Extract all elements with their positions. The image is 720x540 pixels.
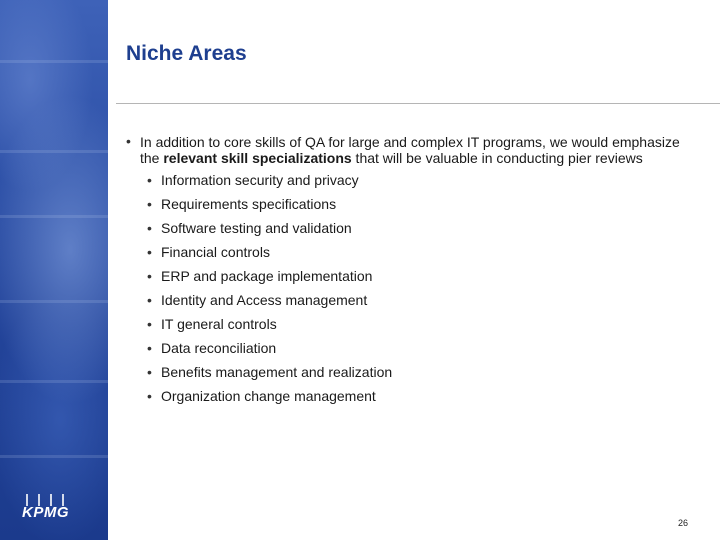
main-bullet-item [126,134,686,166]
bullet-icon: • [147,388,152,404]
decorative-side-band [0,0,108,540]
sub-bullet-text: ERP and package implementation [161,268,373,284]
slide-content [126,134,686,408]
main-bullet-text-after: that will be valuable in conducting pier reviews [351,150,643,166]
sub-bullet-list [126,168,686,408]
kpmg-logo [22,494,82,524]
sub-bullet-text: Organization change management [161,388,376,404]
bullet-icon: • [126,133,131,149]
sub-bullet-item [147,240,686,264]
sub-bullet-text: Financial controls [161,244,270,260]
bullet-icon: • [147,268,152,284]
sub-bullet-item [147,216,686,240]
slide-title: Niche Areas [126,42,247,65]
bullet-icon: • [147,244,152,260]
sub-bullet-text: Software testing and validation [161,220,352,236]
sub-bullet-item [147,360,686,384]
band-streak [0,215,108,218]
bullet-icon: • [147,196,152,212]
logo-text: KPMG [22,504,69,521]
sub-bullet-item [147,312,686,336]
band-streak [0,300,108,303]
sub-bullet-text: Benefits management and realization [161,364,393,380]
sub-bullet-text: IT general controls [161,316,277,332]
band-streak [0,455,108,458]
main-bullet-text-before: In addition to core skills of QA for large and complex IT programs, we would emphasize the [140,134,680,166]
sub-bullet-text: Information security and privacy [161,172,359,188]
page-number: 26 [678,518,689,528]
bullet-icon: • [147,292,152,308]
sub-bullet-item [147,336,686,360]
sub-bullet-item [147,264,686,288]
sub-bullet-text: Data reconciliation [161,340,277,356]
band-streak [0,150,108,153]
bullet-icon: • [147,340,152,356]
band-streak [0,60,108,63]
bullet-icon: • [147,220,152,236]
title-divider [116,103,720,104]
sub-bullet-text: Identity and Access management [161,292,368,308]
sub-bullet-item [147,384,686,408]
sub-bullet-text: Requirements specifications [161,196,337,212]
bullet-icon: • [147,172,152,188]
bullet-icon: • [147,364,152,380]
sub-bullet-item [147,192,686,216]
band-streak [0,380,108,383]
bullet-icon: • [147,316,152,332]
main-bullet-emphasis: relevant skill specializations [163,150,352,166]
sub-bullet-item [147,288,686,312]
sub-bullet-item [147,168,686,192]
